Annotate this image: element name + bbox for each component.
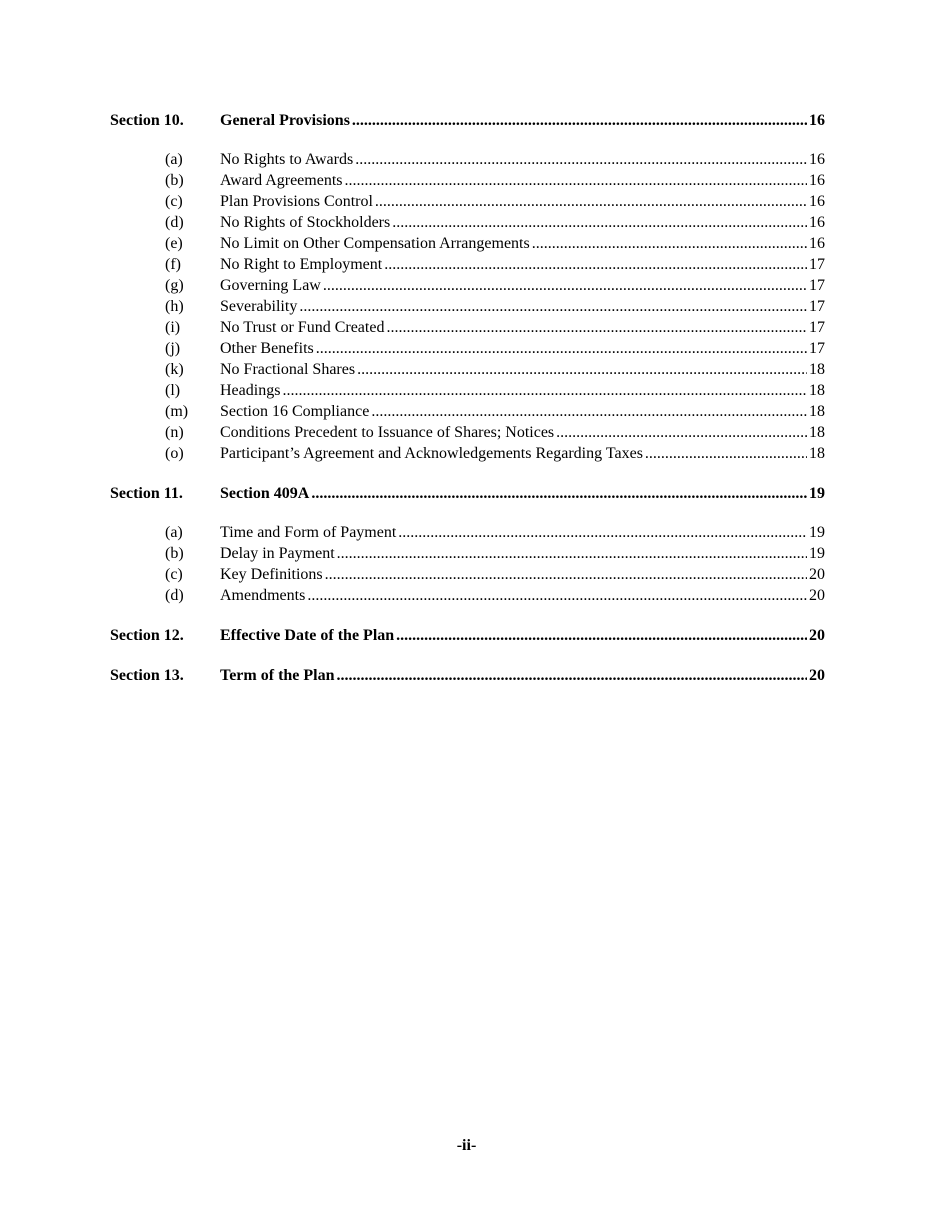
section-title: Effective Date of the Plan xyxy=(220,627,395,644)
toc-entry[interactable] xyxy=(110,340,825,361)
entry-title: Conditions Precedent to Issuance of Shares; Notices xyxy=(220,424,555,441)
dot-leader xyxy=(556,424,807,442)
toc-entry[interactable] xyxy=(110,545,825,566)
page-reference: 20 xyxy=(809,627,825,644)
dot-leader xyxy=(398,524,807,542)
entry-letter: (e) xyxy=(165,235,183,252)
entry-title: Governing Law xyxy=(220,277,321,294)
dot-leader xyxy=(392,214,807,232)
toc-entry[interactable] xyxy=(110,172,825,193)
dot-leader xyxy=(337,667,807,685)
entry-letter: (l) xyxy=(165,382,181,399)
page-reference: 19 xyxy=(809,524,825,541)
entry-title: No Limit on Other Compensation Arrangements xyxy=(220,235,530,252)
dot-leader xyxy=(282,382,807,400)
entry-letter: (o) xyxy=(165,445,184,462)
toc-section-12[interactable] xyxy=(110,627,825,648)
entry-title: Key Definitions xyxy=(220,566,323,583)
toc-entry[interactable] xyxy=(110,193,825,214)
page-reference: 20 xyxy=(809,566,825,583)
section-number: Section 10. xyxy=(110,112,184,129)
entry-title: No Rights to Awards xyxy=(220,151,354,168)
page-reference: 18 xyxy=(809,424,825,441)
entry-letter: (a) xyxy=(165,524,183,541)
toc-entry[interactable] xyxy=(110,445,825,466)
entry-title: No Fractional Shares xyxy=(220,361,356,378)
page-reference: 16 xyxy=(809,172,825,189)
page-reference: 18 xyxy=(809,445,825,462)
page-reference: 16 xyxy=(809,112,825,129)
toc-entry[interactable] xyxy=(110,524,825,545)
entry-title: Section 16 Compliance xyxy=(220,403,370,420)
toc-section-10[interactable] xyxy=(110,112,825,133)
dot-leader xyxy=(311,485,807,503)
page-reference: 18 xyxy=(809,382,825,399)
toc-entry[interactable] xyxy=(110,566,825,587)
dot-leader xyxy=(645,445,807,463)
dot-leader xyxy=(299,298,807,316)
entry-letter: (f) xyxy=(165,256,181,273)
toc-entry[interactable] xyxy=(110,382,825,403)
toc-entry[interactable] xyxy=(110,256,825,277)
toc-entry[interactable] xyxy=(110,214,825,235)
toc-entry[interactable] xyxy=(110,361,825,382)
dot-leader xyxy=(532,235,807,253)
page-reference: 16 xyxy=(809,151,825,168)
entry-letter: (c) xyxy=(165,566,183,583)
table-of-contents xyxy=(110,112,825,688)
toc-entry[interactable] xyxy=(110,298,825,319)
dot-leader xyxy=(371,403,807,421)
toc-entry[interactable] xyxy=(110,587,825,608)
dot-leader xyxy=(396,627,807,645)
entry-letter: (j) xyxy=(165,340,181,357)
dot-leader xyxy=(345,172,808,190)
toc-entry[interactable] xyxy=(110,319,825,340)
page-reference: 17 xyxy=(809,298,825,315)
page-number: -ii- xyxy=(456,1137,477,1154)
page-reference: 17 xyxy=(809,319,825,336)
entry-letter: (i) xyxy=(165,319,181,336)
entry-title: Time and Form of Payment xyxy=(220,524,397,541)
entry-letter: (d) xyxy=(165,214,184,231)
entry-title: Headings xyxy=(220,382,281,399)
entry-title: Participant’s Agreement and Acknowledgements Regarding Taxes xyxy=(220,445,643,462)
section-number: Section 13. xyxy=(110,667,184,684)
toc-section-11[interactable] xyxy=(110,485,825,506)
dot-leader xyxy=(325,566,807,584)
dot-leader xyxy=(307,587,807,605)
dot-leader xyxy=(355,151,807,169)
entry-letter: (h) xyxy=(165,298,184,315)
section-title: Section 409A xyxy=(220,485,310,502)
page-reference: 18 xyxy=(809,361,825,378)
section-title: General Provisions xyxy=(220,112,350,129)
toc-section-13[interactable] xyxy=(110,667,825,688)
entry-title: Delay in Payment xyxy=(220,545,335,562)
page-reference: 18 xyxy=(809,403,825,420)
entry-title: Other Benefits xyxy=(220,340,314,357)
entry-letter: (d) xyxy=(165,587,184,604)
entry-title: Plan Provisions Control xyxy=(220,193,373,210)
page-reference: 17 xyxy=(809,256,825,273)
entry-title: No Right to Employment xyxy=(220,256,383,273)
dot-leader xyxy=(337,545,807,563)
page-reference: 19 xyxy=(809,545,825,562)
dot-leader xyxy=(386,319,807,337)
entry-letter: (m) xyxy=(165,403,189,420)
section-title: Term of the Plan xyxy=(220,667,335,684)
section-number: Section 11. xyxy=(110,485,183,502)
page-reference: 20 xyxy=(809,667,825,684)
dot-leader xyxy=(384,256,807,274)
entry-letter: (g) xyxy=(165,277,184,294)
toc-entry[interactable] xyxy=(110,151,825,172)
entry-title: Severability xyxy=(220,298,298,315)
toc-entry[interactable] xyxy=(110,424,825,445)
dot-leader xyxy=(316,340,807,358)
entry-letter: (a) xyxy=(165,151,183,168)
toc-entry[interactable] xyxy=(110,277,825,298)
page-reference: 20 xyxy=(809,587,825,604)
entry-letter: (k) xyxy=(165,361,184,378)
page-reference: 16 xyxy=(809,214,825,231)
page-reference: 19 xyxy=(809,485,825,502)
entry-title: Award Agreements xyxy=(220,172,343,189)
page-reference: 17 xyxy=(809,340,825,357)
toc-entry[interactable] xyxy=(110,403,825,424)
dot-leader xyxy=(357,361,807,379)
page-reference: 17 xyxy=(809,277,825,294)
entry-letter: (c) xyxy=(165,193,183,210)
toc-entry[interactable] xyxy=(110,235,825,256)
dot-leader xyxy=(323,277,807,295)
page-reference: 16 xyxy=(809,235,825,252)
entry-letter: (b) xyxy=(165,545,184,562)
entry-title: No Trust or Fund Created xyxy=(220,319,385,336)
section-number: Section 12. xyxy=(110,627,184,644)
entry-letter: (n) xyxy=(165,424,184,441)
entry-title: Amendments xyxy=(220,587,306,604)
entry-title: No Rights of Stockholders xyxy=(220,214,391,231)
page-reference: 16 xyxy=(809,193,825,210)
dot-leader xyxy=(375,193,807,211)
dot-leader xyxy=(352,112,807,130)
entry-letter: (b) xyxy=(165,172,184,189)
